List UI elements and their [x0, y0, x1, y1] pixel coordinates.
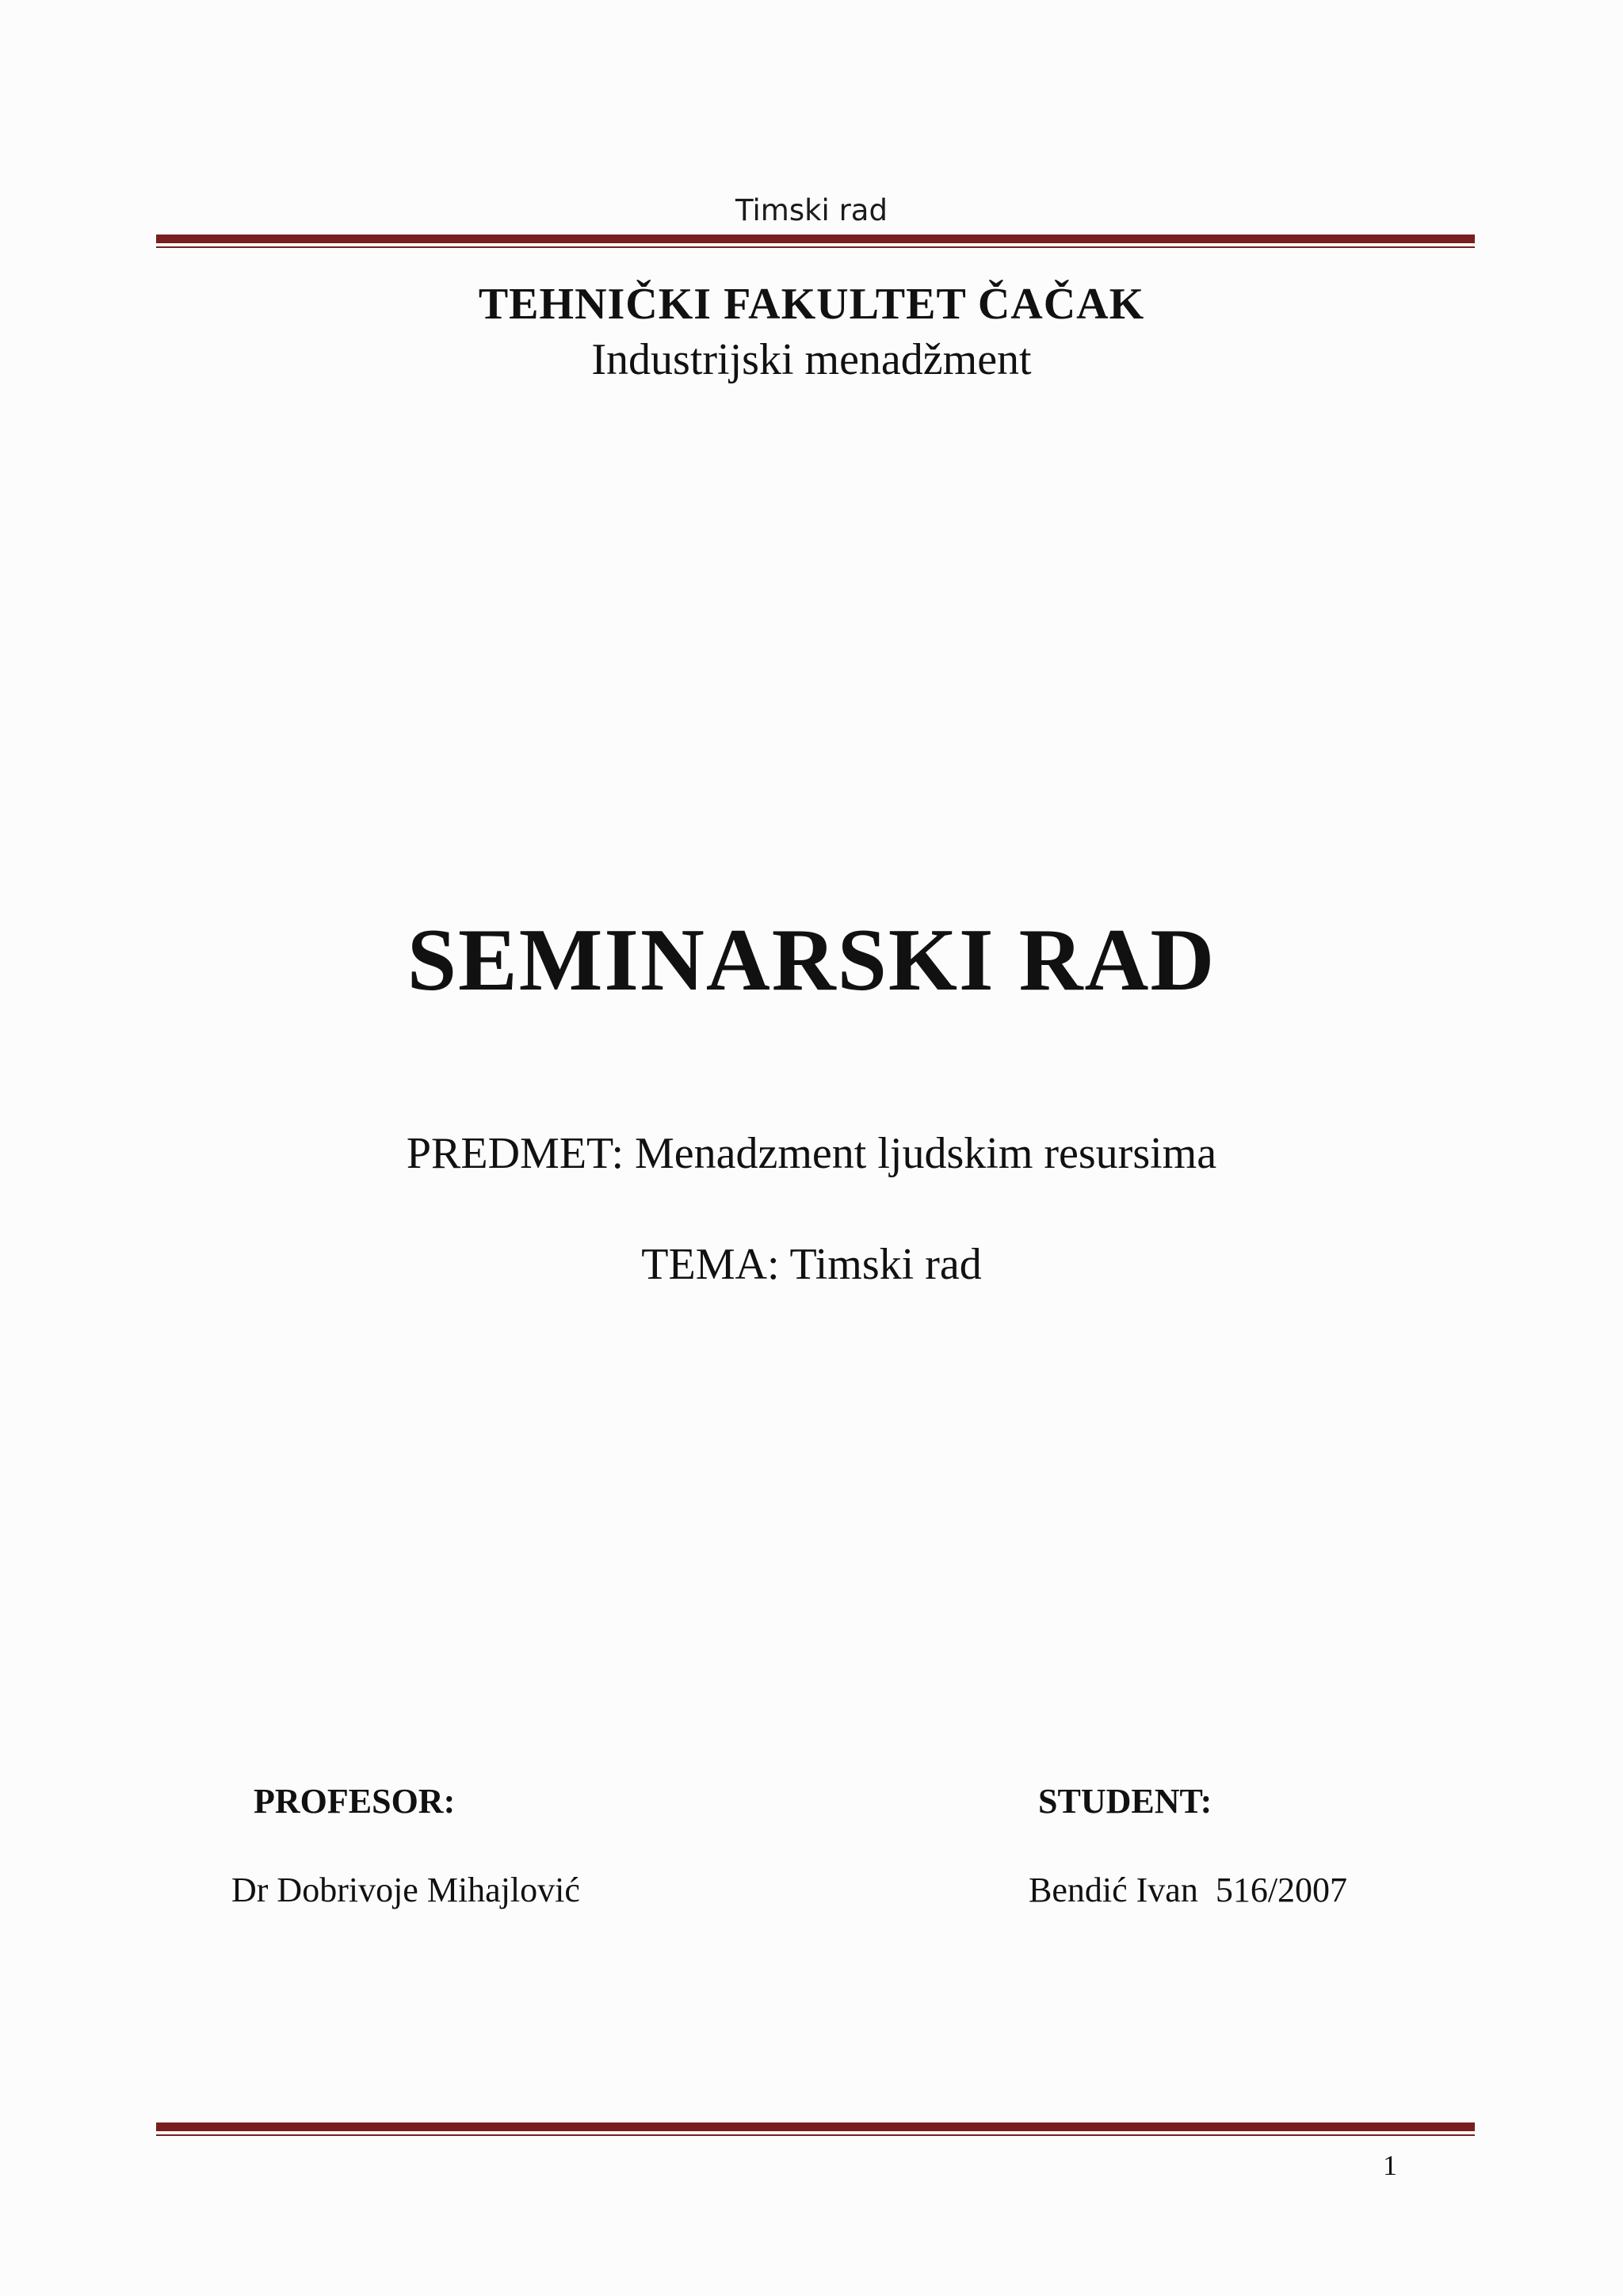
- student-name: Bendić Ivan 516/2007: [1029, 1871, 1348, 1909]
- faculty-name: TEHNIČKI FAKULTET ČAČAK: [478, 280, 1145, 329]
- footer-rule: [156, 2122, 1475, 2136]
- professor-name: Dr Dobrivoje Mihajlović: [231, 1871, 580, 1909]
- running-header: Timski rad: [735, 193, 888, 227]
- header-rule: [156, 235, 1475, 248]
- subject-line: PREDMET: Menadzment ljudskim resursima: [406, 1129, 1217, 1178]
- student-label: STUDENT:: [1038, 1782, 1212, 1821]
- department-name: Industrijski menadžment: [591, 335, 1032, 384]
- footer-rule-thick-line: [156, 2122, 1475, 2131]
- header-rule-thick-line: [156, 235, 1475, 243]
- professor-label: PROFESOR:: [254, 1782, 456, 1821]
- footer-rule-thin-line: [156, 2134, 1475, 2136]
- page-number: 1: [1383, 2149, 1397, 2181]
- topic-line: TEMA: Timski rad: [641, 1240, 982, 1289]
- header-rule-thin-line: [156, 246, 1475, 248]
- document-title: SEMINARSKI RAD: [407, 911, 1216, 1009]
